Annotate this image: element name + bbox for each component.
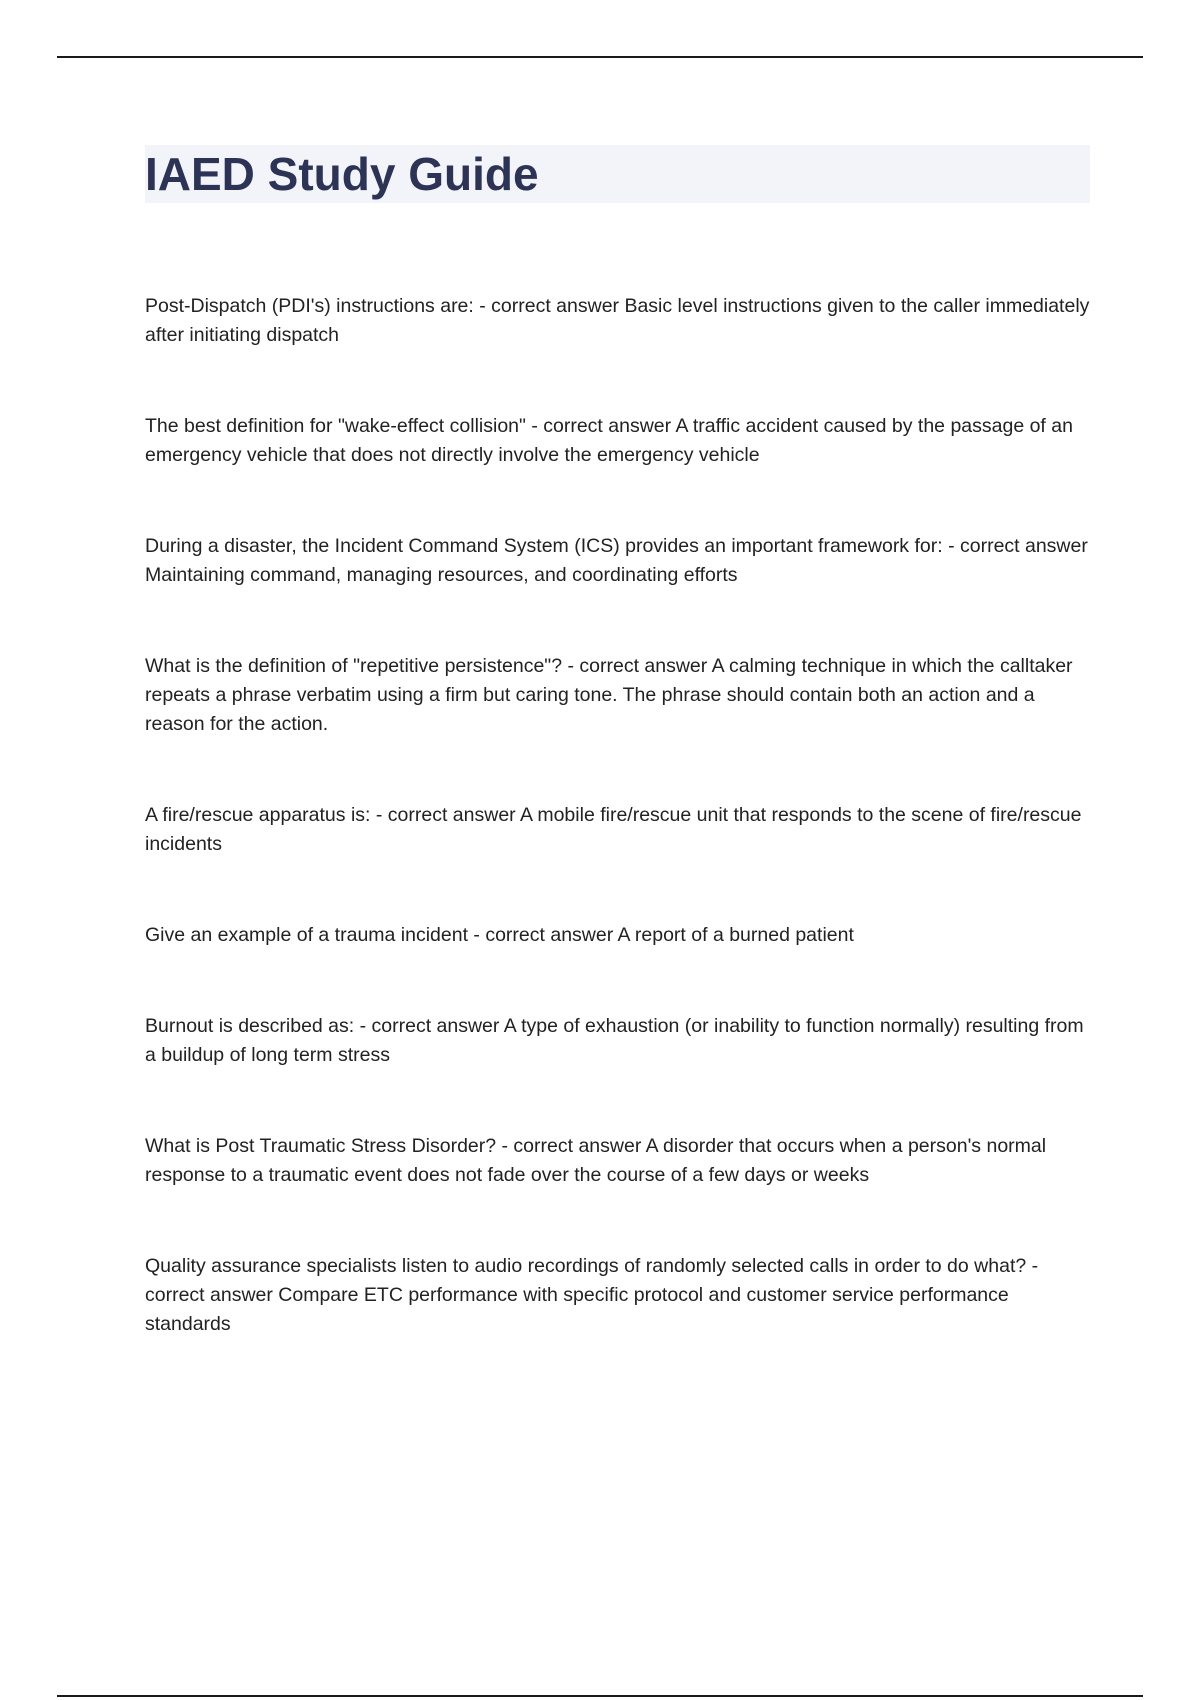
qa-item: What is Post Traumatic Stress Disorder? - correct answer A disorder that occurs when a person's normal response to a traumatic event does not fade over the course of a few days or weeks [145, 1135, 1047, 1186]
qa-item: The best definition for "wake-effect collision" - correct answer A traffic accident caused by the passage of an emergency vehicle that does not directly involve the emergency vehicle [145, 415, 1073, 466]
qa-item: Give an example of a trauma incident - correct answer A report of a burned patient [145, 924, 854, 946]
qa-item: What is the definition of "repetitive persistence"? - correct answer A calming technique in which the calltaker repeats a phrase verbatim using a firm but caring tone. The phrase should contain both an action and a reason for the action. [145, 655, 1073, 735]
qa-item: Quality assurance specialists listen to audio recordings of randomly selected calls in order to do what? - correct answer Compare ETC performance with specific protocol and customer service performance standards [145, 1255, 1039, 1335]
qa-list [145, 292, 1090, 1401]
qa-item: Post-Dispatch (PDI's) instructions are: - correct answer Basic level instructions given to the caller immediately after initiating dispatch [145, 295, 1090, 346]
qa-item: During a disaster, the Incident Command System (ICS) provides an important framework for: - correct answer Maintaining command, managing resources, and coordinating efforts [145, 535, 1088, 586]
qa-item: A fire/rescue apparatus is: - correct answer A mobile fire/rescue unit that responds to the scene of fire/rescue incidents [145, 804, 1082, 855]
bottom-rule [57, 1695, 1143, 1697]
top-rule [57, 56, 1143, 58]
page-title: IAED Study Guide [145, 148, 539, 200]
qa-item: Burnout is described as: - correct answer A type of exhaustion (or inability to function normally) resulting from a buildup of long term stress [145, 1015, 1084, 1066]
